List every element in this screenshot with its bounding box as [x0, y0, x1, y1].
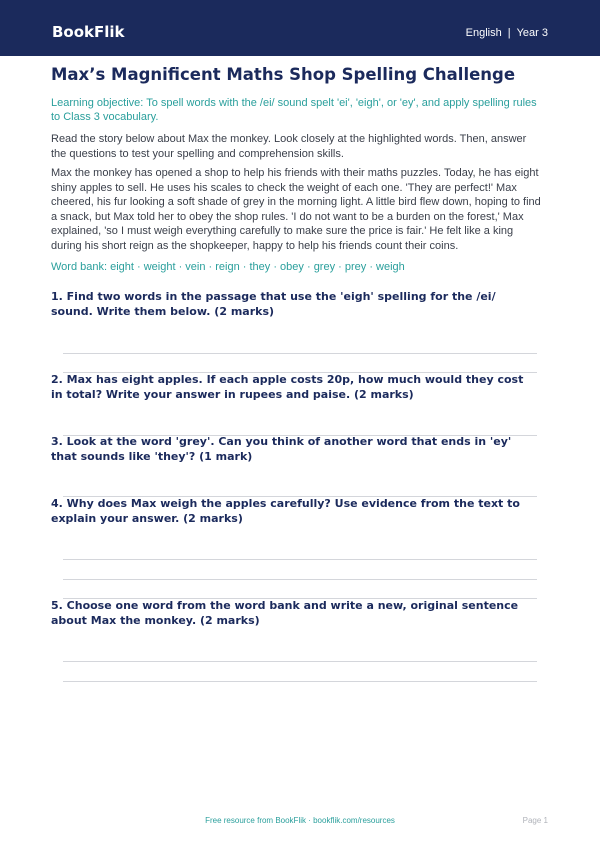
answer-line[interactable]	[63, 435, 537, 436]
answer-line[interactable]	[63, 559, 537, 560]
answer-line[interactable]	[63, 496, 537, 497]
page-number: Page 1	[522, 816, 548, 825]
question-1: 1. Find two words in the passage that use the 'eigh' spelling for the /ei/ sound. Write them below. (2 marks)	[51, 290, 496, 318]
meta-separator: |	[507, 27, 511, 39]
question-3: 3. Look at the word 'grey'. Can you think of another word that ends in 'ey' that sounds like 'they'? (1 mark)	[51, 435, 512, 463]
story-paragraph: Max the monkey has opened a shop to help his friends with their maths puzzles. Today, he has eight shiny apples to sell. He uses his scales to check the weight of each one. 'They are perfect!' Max cheered, his fur looking a soft shade of grey in the morning light. A little bird flew down, hoping to find a snack, but Max told her to obey the shop rules. 'I do not want to be a burden on the forest,' Max explained, 'so I must weigh everything carefully to make sure the price is fair.' He felt like a king during his short reign as the shopkeeper, happy to help his friends count their coins.	[51, 167, 541, 252]
answer-line[interactable]	[63, 353, 537, 354]
header-meta	[466, 26, 548, 40]
worksheet-content	[51, 64, 541, 627]
answer-line[interactable]	[63, 681, 537, 682]
answer-line[interactable]	[63, 598, 537, 599]
answer-line[interactable]	[63, 661, 537, 662]
intro-paragraph: Read the story below about Max the monkey. Look closely at the highlighted words. Then, answer the questions to test your spelling and comprehension skills.	[51, 133, 527, 160]
footer-credit[interactable]: Free resource from BookFlik · bookflik.com/resources	[205, 816, 395, 825]
question-5: 5. Choose one word from the word bank and write a new, original sentence about Max the monkey. (2 marks)	[51, 599, 519, 627]
year-label: Year 3	[516, 27, 548, 39]
answer-line[interactable]	[63, 579, 537, 580]
page-title: Max’s Magnificent Maths Shop Spelling Challenge	[51, 65, 516, 84]
question-4: 4. Why does Max weigh the apples carefully? Use evidence from the text to explain your answer. (2 marks)	[51, 497, 520, 525]
subject-label: English	[465, 27, 502, 39]
brand-logo[interactable]: BookFlik	[52, 23, 125, 41]
learning-objective: Learning objective: To spell words with the /ei/ sound spelt 'ei', 'eigh', or 'ey', and apply spelling rules to Class 3 vocabulary.	[51, 97, 537, 123]
site-header	[0, 0, 600, 56]
question-2: 2. Max has eight apples. If each apple costs 20p, how much would they cost in total? Write your answer in rupees and paise. (2 marks)	[51, 373, 524, 401]
word-bank: Word bank: eight · weight · vein · reign · they · obey · grey · prey · weigh	[51, 261, 405, 273]
answer-line[interactable]	[63, 372, 537, 373]
